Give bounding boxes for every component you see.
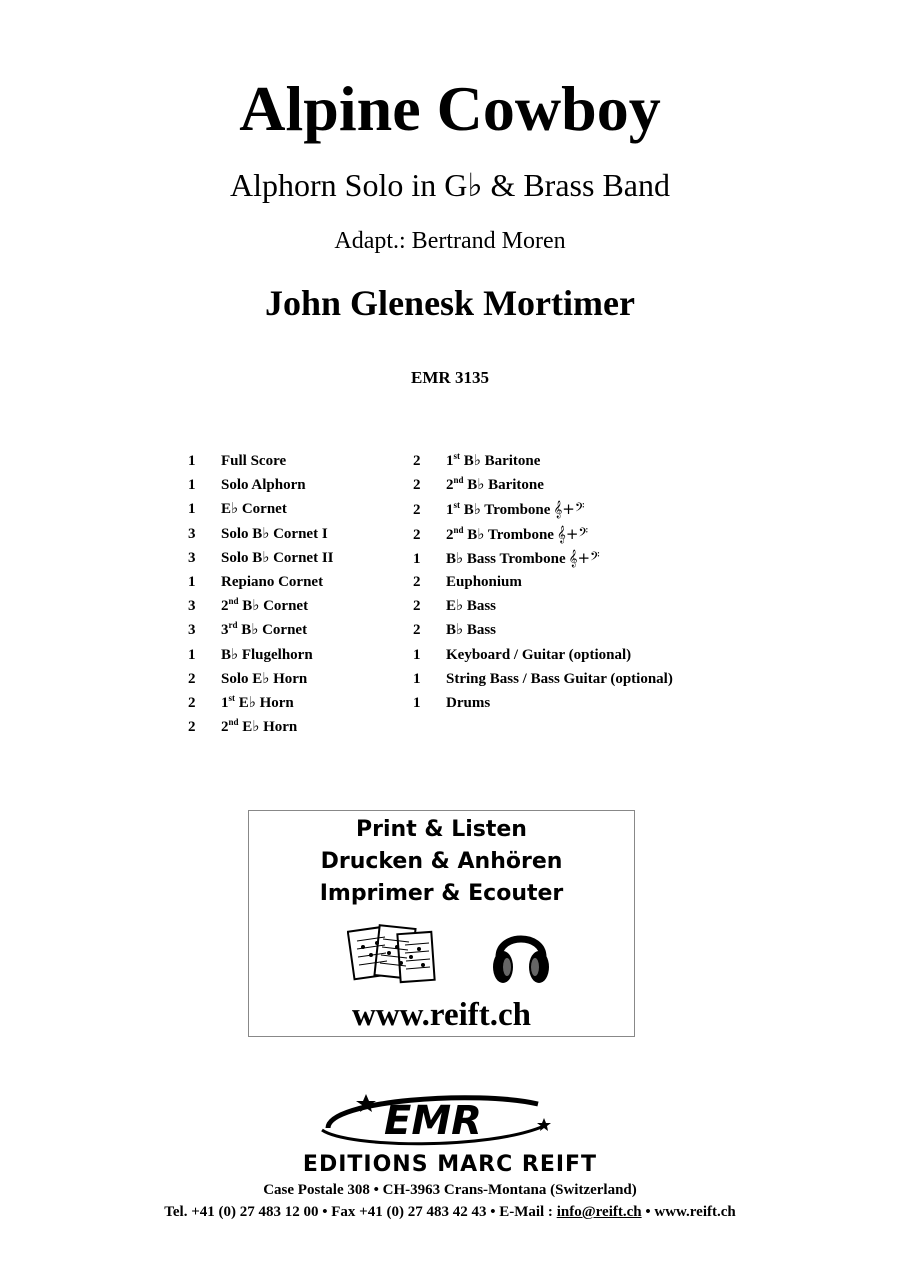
- part-name-text: B♭ Cornet: [238, 598, 309, 615]
- part-name: [221, 694, 294, 712]
- part-name: [446, 452, 540, 470]
- adaptation-credit: Adapt.: Bertrand Moren: [334, 228, 566, 254]
- part-name-text: Euphonium: [446, 573, 522, 590]
- promo-url[interactable]: www.reift.ch: [351, 997, 532, 1033]
- print-listen-box: [248, 810, 635, 1037]
- part-row: 2 Euphonium: [413, 573, 522, 590]
- part-row: 2 1st E♭ Horn: [188, 692, 294, 711]
- promo-line-german: Drucken & Anhören: [320, 849, 563, 874]
- part-name-text: Solo E♭ Horn: [221, 670, 308, 687]
- part-name-text: E♭ Bass: [446, 598, 497, 615]
- part-name-text: E♭ Horn: [235, 694, 294, 711]
- part-name: [446, 621, 496, 639]
- part-name-text: B♭ Baritone: [460, 453, 541, 469]
- part-ordinal-number: 2: [221, 598, 229, 615]
- part-name-text: Solo Alphorn: [221, 477, 306, 494]
- part-ordinal-suffix: nd: [228, 717, 239, 728]
- part-row: 2 E♭ Bass: [413, 598, 497, 615]
- part-name-text: B♭ Bass: [446, 622, 497, 639]
- part-row: 2 Solo E♭ Horn: [188, 670, 308, 687]
- promo-line-english: Print & Listen: [356, 817, 527, 842]
- part-row: 2 2nd E♭ Horn: [188, 717, 298, 736]
- part-name-text: Repiano Cornet: [221, 573, 324, 590]
- headphones-icon: [489, 919, 553, 989]
- emr-logo: [308, 1090, 558, 1150]
- parts-list-left: [188, 452, 334, 742]
- part-name: [221, 549, 334, 567]
- part-name-text: E♭ Cornet: [221, 501, 287, 518]
- part-name: [221, 646, 313, 664]
- publisher-address: Case Postale 308 • CH-3963 Crans-Montana (Switzerland): [263, 1182, 637, 1198]
- part-name-text: Keyboard / Guitar (optional): [446, 646, 632, 663]
- part-name: [221, 452, 286, 470]
- part-name-text: B♭ Trombone: [460, 502, 551, 519]
- composer-name: John Glenesk Mortimer: [265, 283, 635, 323]
- logo-text: EMR: [384, 1098, 482, 1144]
- part-name: [221, 525, 328, 543]
- part-name-text: B♭ Bass Trombone: [446, 550, 566, 567]
- part-name: [446, 597, 496, 615]
- part-name-text: String Bass / Bass Guitar (optional): [446, 670, 673, 687]
- part-name-text: B♭ Flugelhorn: [221, 646, 313, 663]
- part-ordinal-number: 1: [221, 694, 229, 711]
- part-name: [221, 621, 307, 639]
- part-name: [221, 573, 323, 591]
- part-row: 1 B♭ Bass Trombone 𝄞+𝄢: [413, 548, 600, 567]
- part-name-text: Drums: [446, 694, 491, 711]
- title: Alpine Cowboy: [239, 73, 661, 144]
- part-ordinal-suffix: st: [453, 451, 460, 461]
- catalog-number: EMR 3135: [411, 368, 489, 387]
- part-ordinal-number: 1: [446, 502, 454, 519]
- part-name-text: B♭ Trombone: [463, 526, 554, 543]
- parts-list-right: [413, 452, 673, 718]
- part-name: [446, 573, 522, 591]
- part-row: 1 E♭ Cornet: [188, 501, 287, 518]
- clef-icons: 𝄞+𝄢: [568, 548, 600, 567]
- email-link[interactable]: info@reift.ch: [556, 1204, 642, 1220]
- part-row: 2 2nd B♭ Baritone: [413, 475, 544, 494]
- part-row: 2 1st B♭ Baritone: [413, 451, 541, 469]
- part-name: [446, 525, 588, 544]
- part-ordinal-number: 1: [446, 453, 454, 469]
- part-row: 3 Solo B♭ Cornet I: [188, 525, 328, 542]
- publisher-contact: [0, 1204, 900, 1221]
- part-name: [221, 597, 308, 615]
- part-name: [221, 476, 306, 494]
- part-ordinal-suffix: st: [228, 692, 235, 703]
- part-name-text: Solo B♭ Cornet I: [221, 525, 328, 542]
- publisher-name: EDITIONS MARC REIFT: [302, 1152, 598, 1177]
- part-row: 1 String Bass / Bass Guitar (optional): [413, 670, 673, 687]
- part-name: [221, 670, 307, 688]
- subtitle: Alphorn Solo in G♭ & Brass Band: [230, 167, 670, 203]
- part-name: [446, 670, 673, 688]
- part-name-text: B♭ Baritone: [463, 477, 544, 494]
- promo-line-french: Imprimer & Ecouter: [319, 881, 564, 906]
- part-name: [446, 476, 544, 494]
- part-ordinal-number: 2: [221, 719, 229, 736]
- part-name: [221, 718, 297, 736]
- clef-icons: 𝄞+𝄢: [556, 524, 589, 543]
- part-row: 3 2nd B♭ Cornet: [188, 596, 309, 615]
- part-name-text: E♭ Horn: [238, 719, 298, 736]
- part-row: 3 Solo B♭ Cornet II: [188, 549, 334, 566]
- part-name: [446, 549, 600, 568]
- contact-website[interactable]: • www.reift.ch: [641, 1204, 736, 1220]
- part-row: 1 B♭ Flugelhorn: [188, 646, 313, 663]
- part-row: 1 Repiano Cornet: [188, 573, 324, 590]
- part-name: [446, 500, 585, 519]
- part-row: 1 Drums: [413, 694, 491, 711]
- part-row: 2 1st B♭ Trombone 𝄞+𝄢: [413, 500, 585, 519]
- part-name: [446, 694, 490, 712]
- part-name-text: Solo B♭ Cornet II: [221, 549, 334, 566]
- part-row: 1 Keyboard / Guitar (optional): [413, 646, 632, 663]
- part-name-text: B♭ Cornet: [237, 622, 308, 639]
- part-row: 1 Full Score: [188, 453, 287, 469]
- part-row: 2 2nd B♭ Trombone 𝄞+𝄢: [413, 524, 589, 543]
- part-ordinal-suffix: nd: [453, 524, 464, 535]
- part-row: 1 Solo Alphorn: [188, 477, 306, 494]
- clef-icons: 𝄞+𝄢: [553, 500, 585, 519]
- part-ordinal-suffix: nd: [453, 475, 464, 486]
- sheet-music-icon: [347, 919, 447, 991]
- part-ordinal-suffix: nd: [228, 596, 239, 607]
- part-ordinal-suffix: st: [453, 500, 460, 511]
- part-row: 3 3rd B♭ Cornet: [188, 620, 308, 639]
- part-name-text: Full Score: [221, 453, 287, 469]
- contact-phone-fax: Tel. +41 (0) 27 483 12 00 • Fax +41 (0) 27 483 42 43 • E-Mail :: [164, 1204, 557, 1220]
- part-ordinal-number: 2: [446, 477, 454, 494]
- part-name: [446, 646, 631, 664]
- part-ordinal-number: 3: [221, 622, 229, 639]
- part-ordinal-suffix: rd: [228, 620, 238, 631]
- part-ordinal-number: 2: [446, 526, 454, 543]
- part-name: [221, 500, 287, 518]
- part-row: 2 B♭ Bass: [413, 622, 497, 639]
